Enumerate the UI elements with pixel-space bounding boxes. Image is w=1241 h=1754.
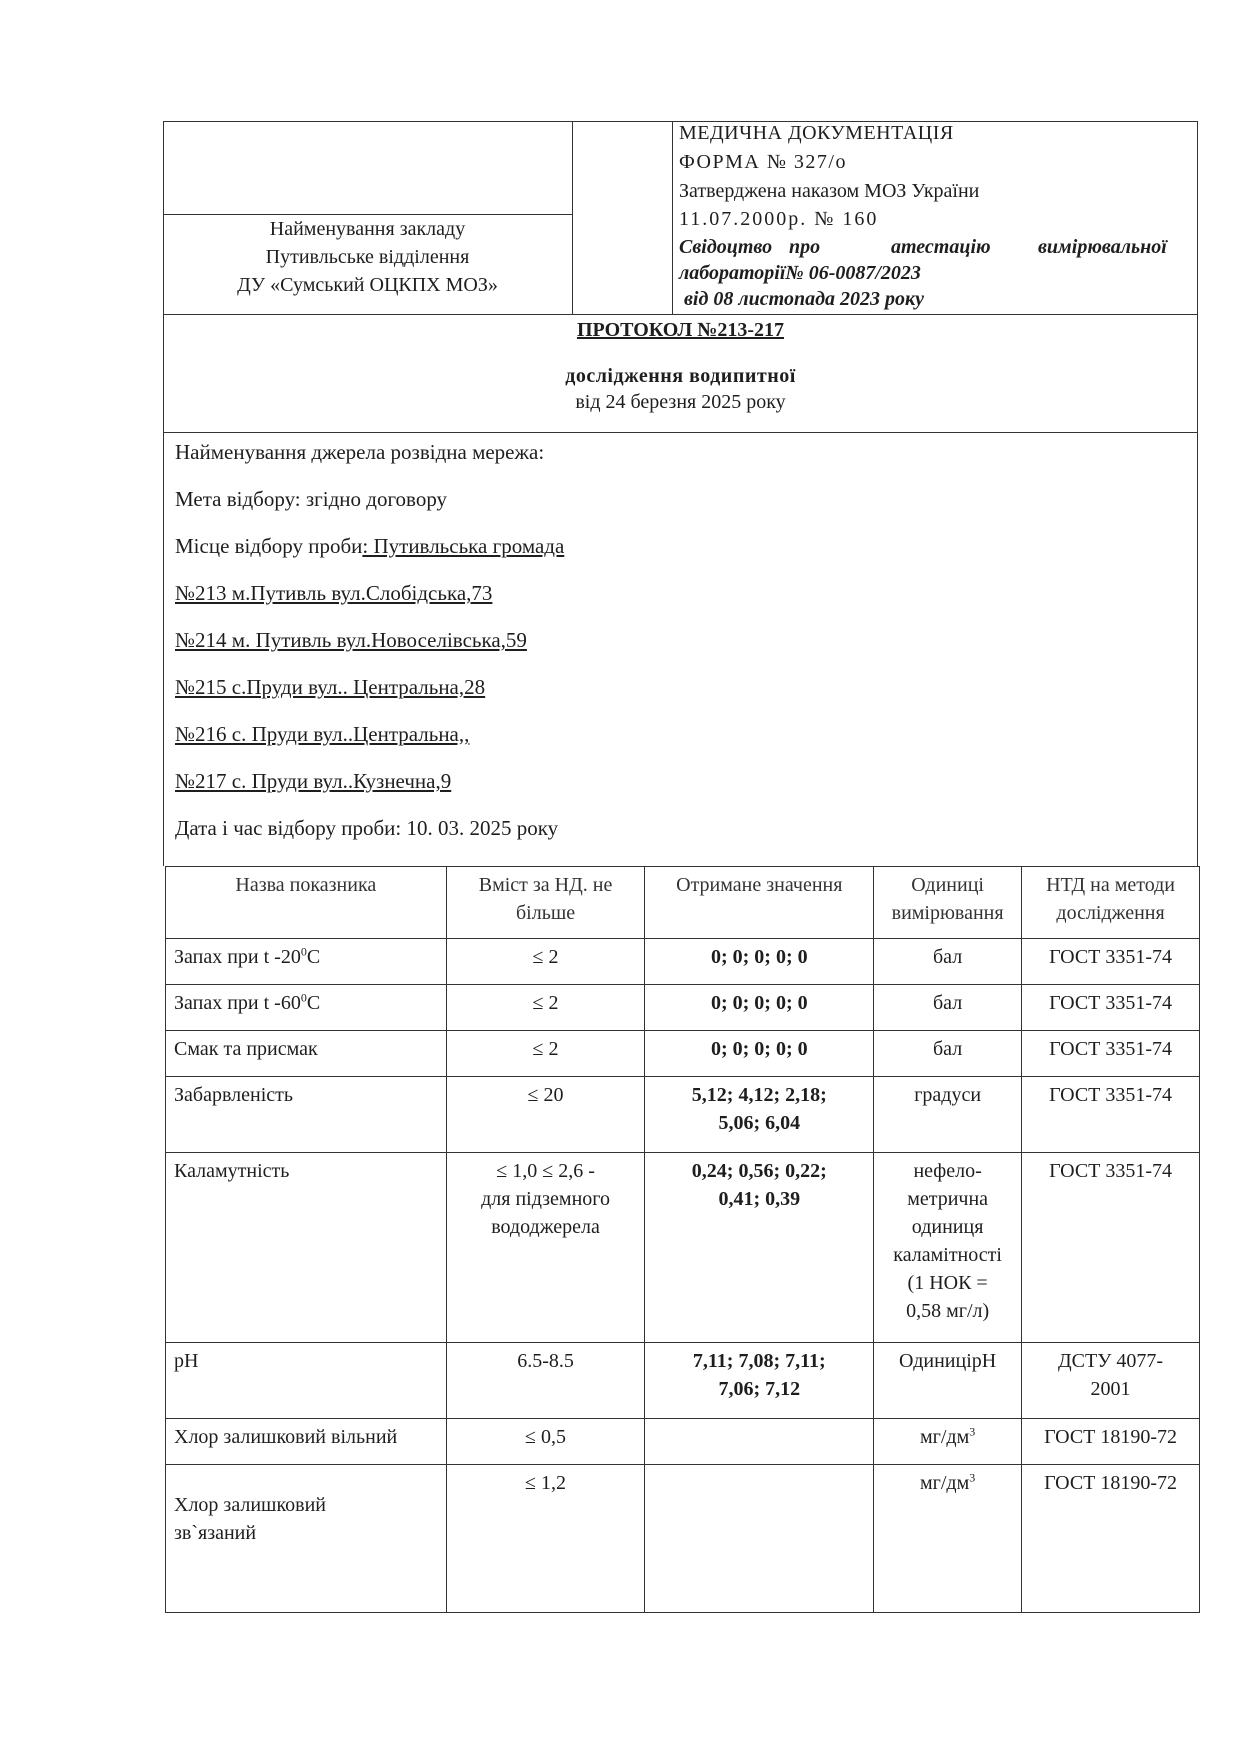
address-216: №216 с. Пруди вул..Центральна,, — [175, 722, 470, 746]
row-norm: ≤ 1,0 ≤ 2,6 - для підземного вододжерела — [446, 1153, 645, 1343]
row-name: Каламутність — [166, 1153, 447, 1343]
sampling-place-label: Місце відбору проби — [175, 534, 363, 558]
row-value — [645, 1465, 874, 1613]
row-unit: $мг/дм^3$ — [874, 1465, 1022, 1613]
row-unit: $мг/дм^3$ — [874, 1419, 1022, 1465]
row-unit: бал — [874, 985, 1022, 1031]
row-value: 0,24; 0,56; 0,22; 0,41; 0,39 — [645, 1153, 874, 1343]
cert-word-2: про — [789, 236, 821, 258]
header-inner-line — [163, 214, 572, 215]
institution-name-line2: ДУ «Сумський ОЦКПХ МОЗ» — [237, 274, 498, 296]
row-unit: нефело- метрична одиниця каламітності (1 НОК = 0,58 мг/л) — [874, 1153, 1022, 1343]
protocol-bottom-line — [163, 432, 1198, 433]
header-norm: Вміст за НД. не більше — [446, 867, 645, 939]
table-row — [166, 1419, 1200, 1465]
row-name: Хлор залишковий вільний — [166, 1419, 447, 1465]
header-bottom-line — [163, 314, 1198, 315]
table-header-row — [166, 867, 1200, 939]
row-method: ГОСТ 3351-74 — [1022, 1153, 1200, 1343]
med-doc-heading: МЕДИЧНА ДОКУМЕНТАЦІЯ — [679, 122, 954, 144]
sampling-place — [175, 533, 564, 560]
row-method: ГОСТ 3351-74 — [1022, 985, 1200, 1031]
institution-label: Найменування закладу — [269, 218, 466, 240]
row-norm: ≤ 2 — [446, 985, 645, 1031]
row-name: Запах при t $-20^0С$ — [166, 939, 447, 985]
sampling-place-value: : Путивльська громада — [362, 534, 565, 558]
table-row — [166, 1153, 1200, 1343]
row-name: Запах при t $-60^0С$ — [166, 985, 447, 1031]
protocol-title: ПРОТОКОЛ №213-217 — [576, 319, 785, 341]
form-number: ФОРМА № 327/о — [679, 151, 847, 173]
row-norm: ≤ 1,2 — [446, 1465, 645, 1613]
cert-date: від 08 листопада 2023 року — [684, 288, 925, 310]
source-name: Найменування джерела розвідна мережа: — [175, 440, 545, 464]
institution-name-line1: Путивльське відділення — [265, 246, 470, 268]
row-value: 5,12; 4,12; 2,18; 5,06; 6,04 — [645, 1077, 874, 1153]
cert-word-3: атестацію — [891, 236, 991, 258]
protocol-subtitle: дослідження водипитної — [565, 365, 796, 387]
approved-by: Затверджена наказом МОЗ України — [679, 180, 980, 202]
row-name: Смак та присмак — [166, 1031, 447, 1077]
cert-word-4: вимірювальної — [1038, 236, 1167, 258]
frame-right-line — [1197, 121, 1198, 866]
row-method: ГОСТ 3351-74 — [1022, 1031, 1200, 1077]
row-unit: ОдиниціpH — [874, 1343, 1022, 1419]
cert-word-1: Свідоцтво — [679, 236, 773, 258]
row-unit: бал — [874, 939, 1022, 985]
row-norm: 6.5-8.5 — [446, 1343, 645, 1419]
row-norm: ≤ 0,5 — [446, 1419, 645, 1465]
table-row — [166, 1031, 1200, 1077]
address-217: №217 с. Пруди вул..Кузнечна,9 — [175, 769, 452, 793]
cert-lab-number: лабораторії№ 06-0087/2023 — [679, 262, 921, 284]
row-method: ГОСТ 3351-74 — [1022, 939, 1200, 985]
table-row — [166, 1343, 1200, 1419]
row-value: 0; 0; 0; 0; 0 — [645, 985, 874, 1031]
row-value: 0; 0; 0; 0; 0 — [645, 939, 874, 985]
table-row — [166, 1077, 1200, 1153]
row-method: ГОСТ 3351-74 — [1022, 1077, 1200, 1153]
address-214: №214 м. Путивль вул.Новоселівська,59 — [175, 628, 527, 652]
header-divider-1 — [572, 121, 573, 315]
header-value: Отримане значення — [645, 867, 874, 939]
protocol-date: від 24 березня 2025 року — [575, 391, 786, 413]
row-name: Забарвленість — [166, 1077, 447, 1153]
row-method: ГОСТ 18190-72 — [1022, 1419, 1200, 1465]
row-value — [645, 1419, 874, 1465]
address-215: №215 с.Пруди вул.. Центральна,28 — [175, 675, 486, 699]
row-unit: градуси — [874, 1077, 1022, 1153]
header-unit: Одиниці вимірювання — [874, 867, 1022, 939]
results-table — [165, 866, 1200, 1613]
row-norm: ≤ 20 — [446, 1077, 645, 1153]
row-value: 0; 0; 0; 0; 0 — [645, 1031, 874, 1077]
row-name: pH — [166, 1343, 447, 1419]
row-method: ГОСТ 18190-72 — [1022, 1465, 1200, 1613]
address-213: №213 м.Путивль вул.Слобідська,73 — [175, 581, 493, 605]
row-norm: ≤ 2 — [446, 1031, 645, 1077]
row-norm: ≤ 2 — [446, 939, 645, 985]
row-name: Хлор залишковий зв`язаний — [166, 1465, 447, 1613]
row-unit: бал — [874, 1031, 1022, 1077]
approved-date: 11.07.2000р. № 160 — [679, 208, 879, 230]
sampling-date: Дата і час відбору проби: 10. 03. 2025 року — [175, 816, 559, 840]
row-value: 7,11; 7,08; 7,11; 7,06; 7,12 — [645, 1343, 874, 1419]
table-row — [166, 985, 1200, 1031]
header-name: Назва показника — [166, 867, 447, 939]
header-divider-2 — [672, 121, 673, 315]
table-row — [166, 1465, 1200, 1613]
sampling-purpose: Мета відбору: згідно договору — [175, 487, 448, 511]
table-row — [166, 939, 1200, 985]
header-method: НТД на методи дослідження — [1022, 867, 1200, 939]
row-method: ДСТУ 4077- 2001 — [1022, 1343, 1200, 1419]
